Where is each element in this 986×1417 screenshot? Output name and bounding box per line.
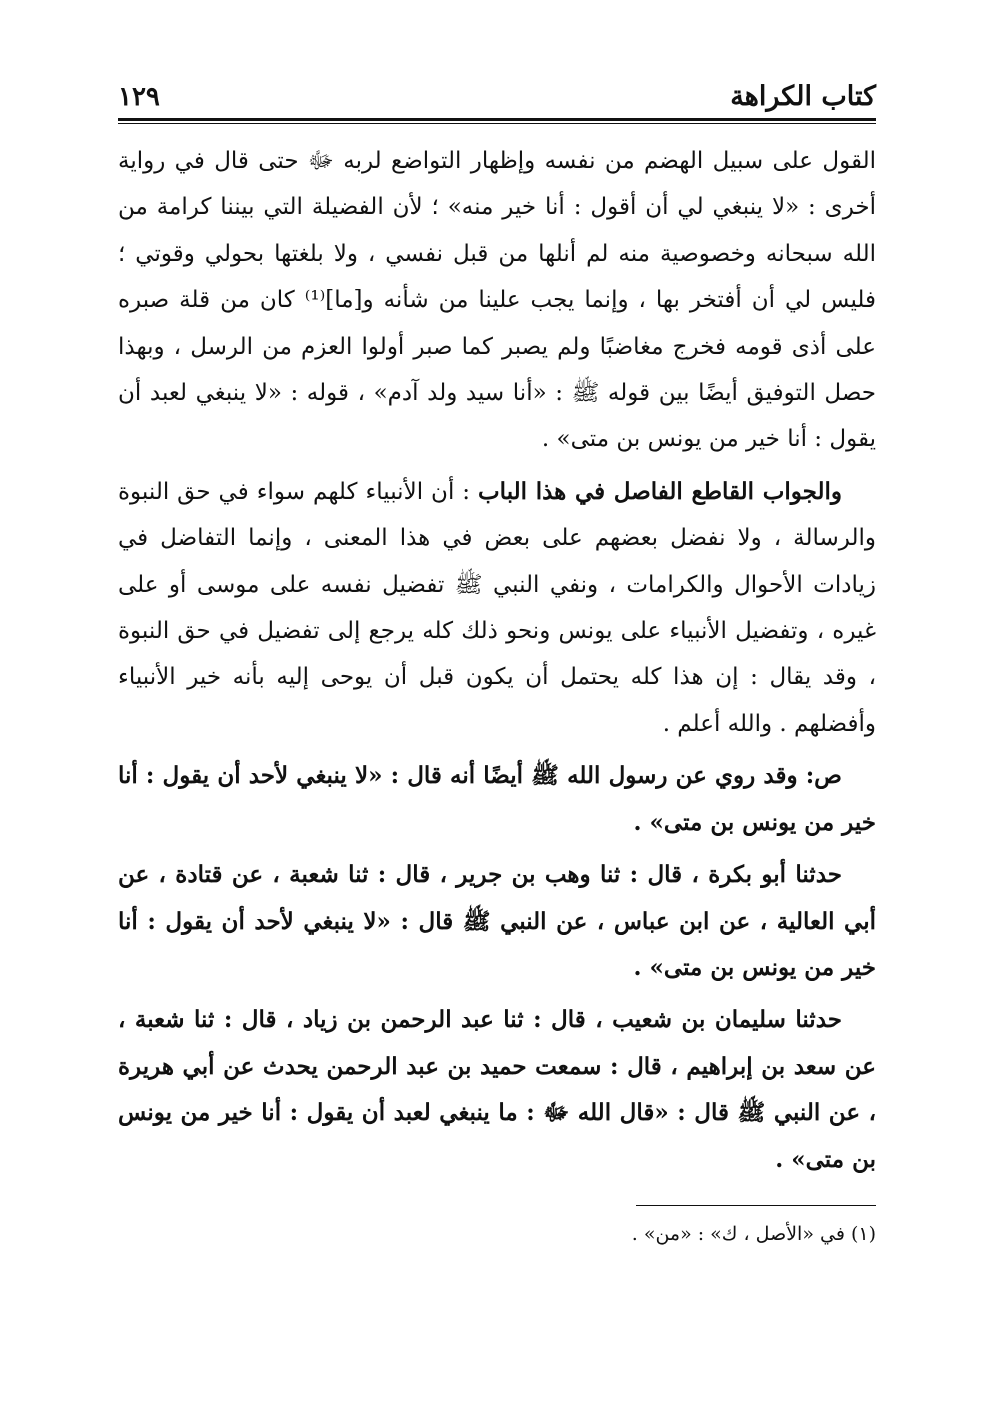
page-number: ١٢٩ xyxy=(118,82,160,112)
paragraph-hadith-2: حدثنا سليمان بن شعيب ، قال : ثنا عبد الرحمن بن زياد ، قال : ثنا شعبة ، عن سعد بن إبراهيم ، قال : سمعت حميد بن عبد الرحمن يحدث عن أبي هريرة ، عن النبي ﷺ قال : «قال الله ﷻ : ما ينبغي لعبد أن يقول : أنا خير من يونس بن متى» . xyxy=(118,1006,876,1173)
running-title: كتاب الكراهة xyxy=(730,81,876,112)
paragraph-hadith-1: حدثنا أبو بكرة ، قال : ثنا وهب بن جرير ، قال : ثنا شعبة ، عن قتادة ، عن أبي العالية ، عن ابن عباس ، عن النبي ﷺ قال : «لا ينبغي لأحد أن يقول : أنا خير من يونس بن متى» . xyxy=(118,861,876,981)
footnote-rule xyxy=(636,1205,876,1206)
header-rule xyxy=(118,118,876,124)
paragraph-text-sad: ص: وقد روي عن رسول الله ﷺ أيضًا أنه قال : «لا ينبغي لأحد أن يقول : أنا خير من يونس بن متى» . xyxy=(118,762,876,836)
paragraph-answer xyxy=(118,469,876,747)
paragraph-commentary: القول على سبيل الهضم من نفسه وإظهار التواضع لربه ﷻ حتى قال في رواية أخرى : «لا ينبغي لي أن أقول : أنا خير منه» ؛ لأن الفضيلة التي بيننا كرامة من الله سبحانه وخصوصية منه لم أنلها من قبل نفسي ، ولا بلغتها بحولي وقوتي ؛ فليس لي أن أفتخر بها ، وإنما يجب علينا من شأنه و[ما]⁽¹⁾ كان من قلة صبره على أذى قومه فخرج مغاضبًا ولم يصبر كما صبر أولوا العزم من الرسل ، وبهذا حصل التوفيق أيضًا بين قوله ﷺ : «أنا سيد ولد آدم» ، قوله : «لا ينبغي لعبد أن يقول : أنا خير من يونس بن متى» . xyxy=(118,148,876,453)
paragraph-answer-lead: والجواب القاطع الفاصل في هذا الباب xyxy=(478,477,842,505)
paragraph-answer-rest: : أن الأنبياء كلهم سواء في حق النبوة والرسالة ، ولا نفضل بعضهم على بعض في هذا المعنى ، وإنما التفاضل في زيادات الأحوال والكرامات ، ونفي النبي ﷺ تفضيل نفسه على موسى أو على غيره ، وتفضيل الأنبياء على يونس ونحو ذلك كله يرجع إلى تفضيل في حق النبوة ، وقد يقال : إن هذا كله يحتمل أن يكون قبل أن يوحى إليه بأنه خير الأنبياء وأفضلهم . والله أعلم . xyxy=(118,478,876,737)
document-page xyxy=(118,62,876,1248)
page-header xyxy=(118,62,876,112)
body-text xyxy=(118,138,876,1183)
footnote: (١) في «الأصل ، ك» : «من» . xyxy=(631,1222,876,1245)
